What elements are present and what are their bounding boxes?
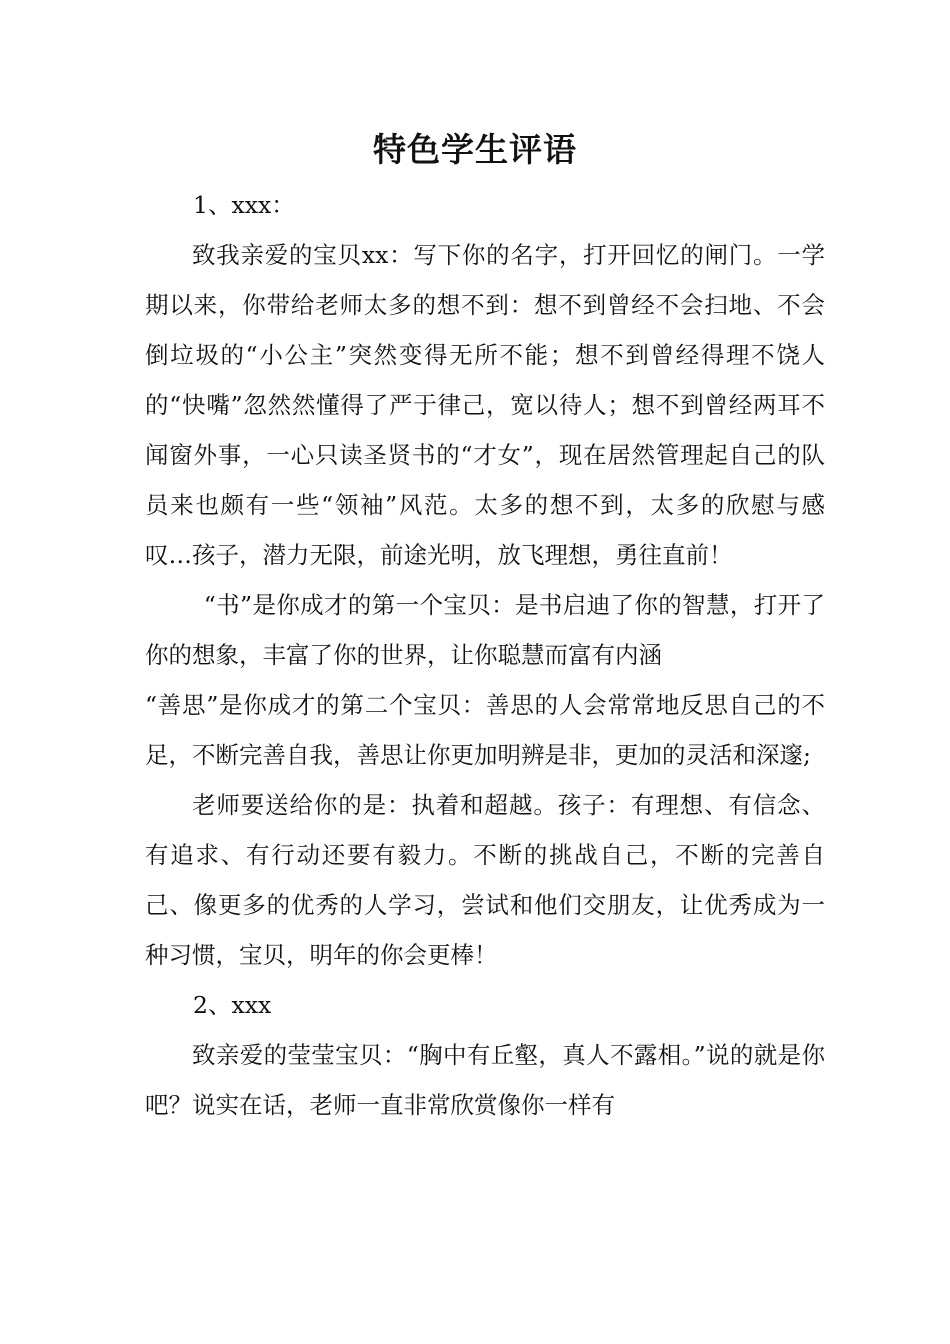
paragraph-3: “善思”是你成才的第二个宝贝：善思的人会常常地反思自己的不足，不断完善自我，善思让你更加明辨是非，更加的灵活和深邃;: [145, 691, 825, 769]
paragraph-2: “书”是你成才的第一个宝贝：是书启迪了你的智慧，打开了你的想象，丰富了你的世界，让你聪慧而富有内涵: [145, 591, 825, 669]
document-title: 特色学生评语: [373, 130, 577, 169]
paragraph-5: 致亲爱的莹莹宝贝：“胸中有丘壑，真人不露相。”说的就是你吧？说实在话，老师一直非常欣赏像你一样有: [145, 1041, 825, 1119]
entry-heading-1: 1、xxx：: [193, 191, 295, 219]
document-body: [145, 180, 825, 1130]
entry-heading-2: 2、xxx: [193, 991, 272, 1019]
paragraph-1: 致我亲爱的宝贝xx：写下你的名字，打开回忆的闸门。一学期以来，你带给老师太多的想不到：想不到曾经不会扫地、不会倒垃圾的“小公主”突然变得无所不能；想不到曾经得理不饶人的“快嘴”忽然然懂得了严于律己，宽以待人；想不到曾经两耳不闻窗外事，一心只读圣贤书的“才女”，现在居然管理起自己的队员来也颇有一些“领袖”风范。太多的想不到，太多的欣慰与感叹…孩子，潜力无限，前途光明，放飞理想，勇往直前！: [145, 241, 825, 569]
paragraph-4: 老师要送给你的是：执着和超越。孩子：有理想、有信念、有追求、有行动还要有毅力。不断的挑战自己，不断的完善自己、像更多的优秀的人学习，尝试和他们交朋友，让优秀成为一种习惯，宝贝，明年的你会更棒！: [145, 791, 825, 969]
